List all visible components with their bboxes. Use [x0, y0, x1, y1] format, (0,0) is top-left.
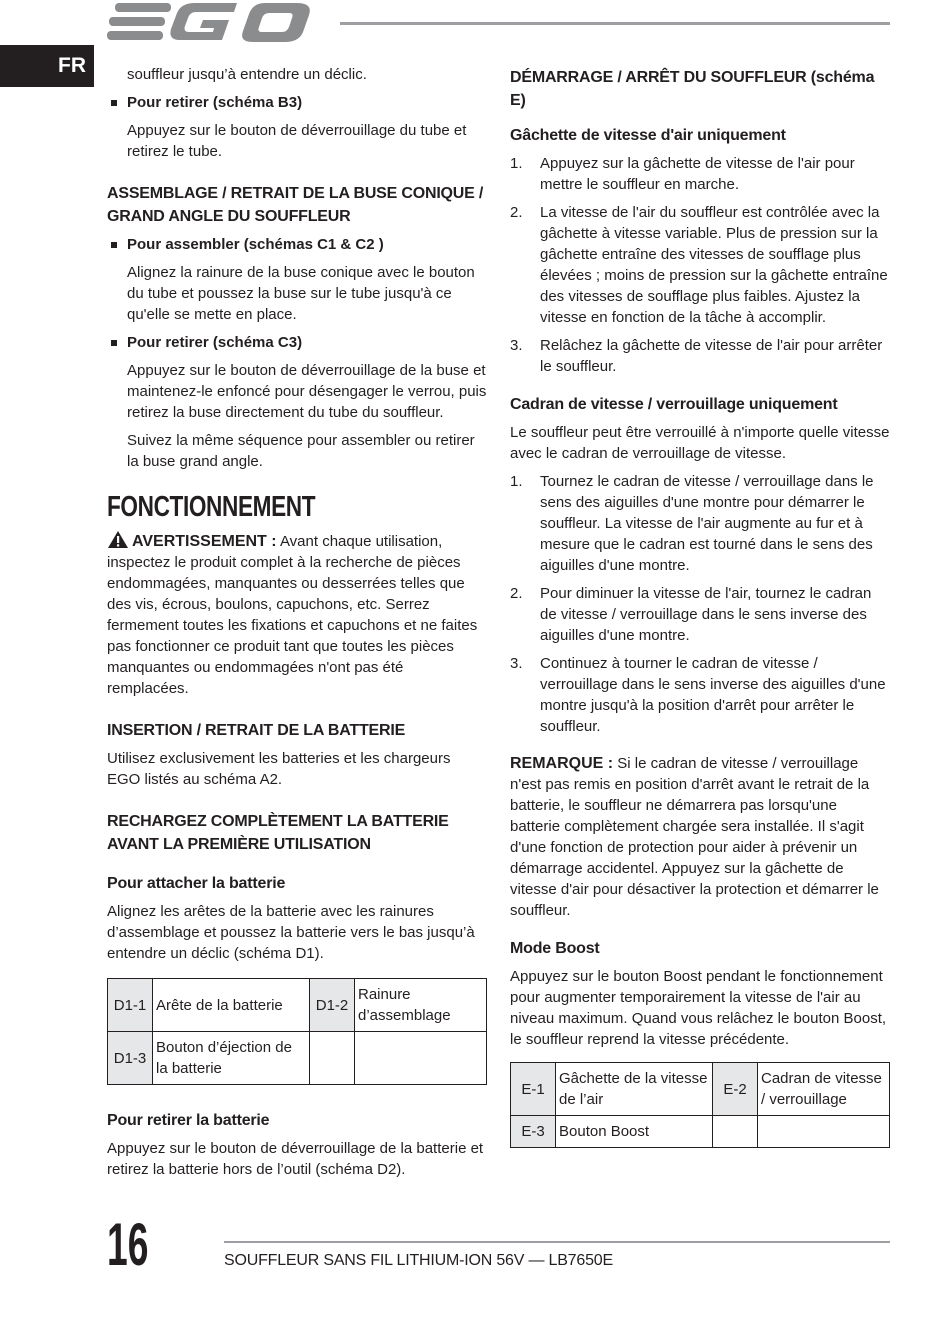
table-cell: Arête de la batterie	[153, 979, 310, 1032]
subheading: Mode Boost	[510, 940, 600, 957]
list-text: Relâchez la gâchette de vitesse de l'air pour arrêter le souffleur.	[540, 337, 883, 375]
subheading: Pour attacher la batterie	[107, 875, 286, 892]
table-row	[511, 1116, 890, 1148]
bullet-item	[107, 332, 487, 353]
chapter-title: FONCTIONNEMENT	[107, 491, 316, 523]
bullet-item	[107, 92, 487, 113]
warning-triangle-icon	[107, 530, 129, 549]
table-row	[511, 1063, 890, 1116]
section-heading: INSERTION / RETRAIT DE LA BATTERIE	[107, 722, 406, 739]
warning-text: Avant chaque utilisation, inspectez le produit complet à la recherche de pièces endommagées, manquantes ou desserrées telles que des vis, écrous, boulons, capuchons, etc. Serrez fermement toutes les fixations et capuchons et ne faites pas fonctionner ce produit tant que toutes les pièces manquantes ou endommagées n'ont pas été remplacées.	[107, 533, 478, 697]
note-text: Si le cadran de vitesse / verrouillage n'est pas remis en position d'arrêt avant le retrait de la batterie, le souffleur ne démarrera pas lorsqu'une batterie complètement chargée sera installée. Il s'agit d'une fonction de protection pour aider à prévenir un démarrage accidentel. Appuyez sur la gâchette de vitesse d'air pour désactiver la protection et démarrer le souffleur.	[510, 755, 879, 919]
list-item	[510, 335, 890, 377]
paragraph: Appuyez sur le bouton de déverrouillage du tube et retirez le tube.	[127, 122, 467, 160]
section-heading: ASSEMBLAGE / RETRAIT DE LA BUSE CONIQUE / GRAND ANGLE DU SOUFFLEUR	[107, 185, 484, 225]
paragraph: Alignez les arêtes de la batterie avec les rainures d’assemblage et poussez la batterie vers le bas jusqu’à entendre un déclic (schéma D1).	[107, 903, 475, 962]
ordered-list	[510, 153, 890, 377]
table-cell	[713, 1116, 758, 1148]
list-item	[510, 153, 890, 195]
paragraph: Appuyez sur le bouton de déverrouillage de la batterie et retirez la batterie hors de l’outil (schéma D2).	[107, 1140, 484, 1178]
list-number: 3.	[510, 655, 523, 672]
bullet-label: Pour retirer (schéma B3)	[127, 94, 303, 111]
bullet-square-icon	[111, 340, 117, 346]
list-item	[510, 583, 890, 646]
bullet-item	[107, 234, 487, 255]
table-cell: Bouton Boost	[556, 1116, 713, 1148]
subheading: Cadran de vitesse / verrouillage uniquement	[510, 396, 838, 413]
list-number: 1.	[510, 155, 523, 172]
page-number: 16	[107, 1211, 149, 1278]
section-heading: DÉMARRAGE / ARRÊT DU SOUFFLEUR (schéma E)	[510, 69, 875, 109]
parts-table-d1	[107, 978, 487, 1085]
table-cell: E-3	[511, 1116, 556, 1148]
paragraph: Utilisez exclusivement les batteries et les chargeurs EGO listés au schéma A2.	[107, 750, 451, 788]
left-column	[107, 64, 487, 1187]
bullet-square-icon	[111, 100, 117, 106]
paragraph: souffleur jusqu’à entendre un déclic.	[127, 66, 367, 83]
footer-product-title: SOUFFLEUR SANS FIL LITHIUM-ION 56V — LB7650E	[224, 1252, 613, 1269]
header-rule	[340, 22, 890, 25]
footer-rule	[224, 1241, 890, 1243]
table-cell: Cadran de vitesse / verrouillage	[758, 1063, 890, 1116]
table-cell: E-2	[713, 1063, 758, 1116]
bullet-square-icon	[111, 242, 117, 248]
subheading: Pour retirer la batterie	[107, 1112, 270, 1129]
table-cell: Gâchette de la vitesse de l’air	[556, 1063, 713, 1116]
list-number: 2.	[510, 585, 523, 602]
paragraph: Appuyez sur le bouton Boost pendant le fonctionnement pour augmenter temporairement la vitesse de l'air au niveau maximum. Quand vous relâchez le bouton Boost, le souffleur reprend la vitesse précédente.	[510, 968, 887, 1048]
bullet-label: Pour assembler (schémas C1 & C2 )	[127, 236, 384, 253]
ego-logo	[107, 0, 319, 44]
paragraph: Suivez la même séquence pour assembler ou retirer la buse grand angle.	[127, 432, 475, 470]
table-cell	[355, 1032, 487, 1085]
list-text: Appuyez sur la gâchette de vitesse de l'air pour mettre le souffleur en marche.	[540, 155, 855, 193]
table-cell: D1-2	[310, 979, 355, 1032]
subheading: Gâchette de vitesse d'air uniquement	[510, 127, 786, 144]
language-tab: FR	[0, 45, 94, 87]
table-cell: Rainure d’assemblage	[355, 979, 487, 1032]
table-row	[108, 979, 487, 1032]
table-cell: Bouton d’éjection de la batterie	[153, 1032, 310, 1085]
section-heading: RECHARGEZ COMPLÈTEMENT LA BATTERIE AVANT LA PREMIÈRE UTILISATION	[107, 813, 449, 853]
list-number: 1.	[510, 473, 523, 490]
paragraph: Alignez la rainure de la buse conique avec le bouton du tube et poussez la buse sur le tube jusqu'à ce qu'elle se mette en place.	[127, 264, 475, 323]
paragraph: Appuyez sur le bouton de déverrouillage de la buse et maintenez-le enfoncé pour désengager le verrou, puis retirez la buse directement du tube du souffleur.	[127, 362, 487, 421]
table-cell	[758, 1116, 890, 1148]
right-column	[510, 64, 890, 1148]
table-cell: D1-3	[108, 1032, 153, 1085]
note-block	[510, 753, 890, 921]
list-text: Tournez le cadran de vitesse / verrouillage dans le sens des aiguilles d'une montre pour démarrer le souffleur. La vitesse de l'air augmente au fur et à mesure que le cadran est tourné dans le sens des aiguilles d'une montre.	[540, 473, 874, 574]
table-cell: D1-1	[108, 979, 153, 1032]
list-text: La vitesse de l'air du souffleur est contrôlée avec la gâchette à vitesse variable. Plus de pression sur la gâchette entraîne des vitesses de soufflage plus élevées ; moins de pression sur la gâchette entraîne des vitesses de soufflage plus faibles. Ajustez la vitesse en fonction de la tâche à accomplir.	[540, 204, 888, 326]
table-cell: E-1	[511, 1063, 556, 1116]
list-number: 3.	[510, 337, 523, 354]
list-item	[510, 471, 890, 576]
bullet-label: Pour retirer (schéma C3)	[127, 334, 303, 351]
parts-table-e	[510, 1062, 890, 1148]
list-item	[510, 202, 890, 328]
table-row	[108, 1032, 487, 1085]
list-item	[510, 653, 890, 737]
warning-block	[107, 530, 487, 699]
warning-label: AVERTISSEMENT :	[132, 533, 277, 550]
list-number: 2.	[510, 204, 523, 221]
list-text: Continuez à tourner le cadran de vitesse / verrouillage dans le sens inverse des aiguilles d'une montre jusqu'à la position d'arrêt pour arrêter le souffleur.	[540, 655, 886, 735]
table-cell	[310, 1032, 355, 1085]
paragraph: Le souffleur peut être verrouillé à n'importe quelle vitesse avec le cadran de verrouillage de vitesse.	[510, 424, 890, 462]
list-text: Pour diminuer la vitesse de l'air, tournez le cadran de vitesse / verrouillage dans le sens inverse des aiguilles d'une montre.	[540, 585, 872, 644]
ordered-list	[510, 471, 890, 737]
note-label: REMARQUE :	[510, 755, 614, 772]
